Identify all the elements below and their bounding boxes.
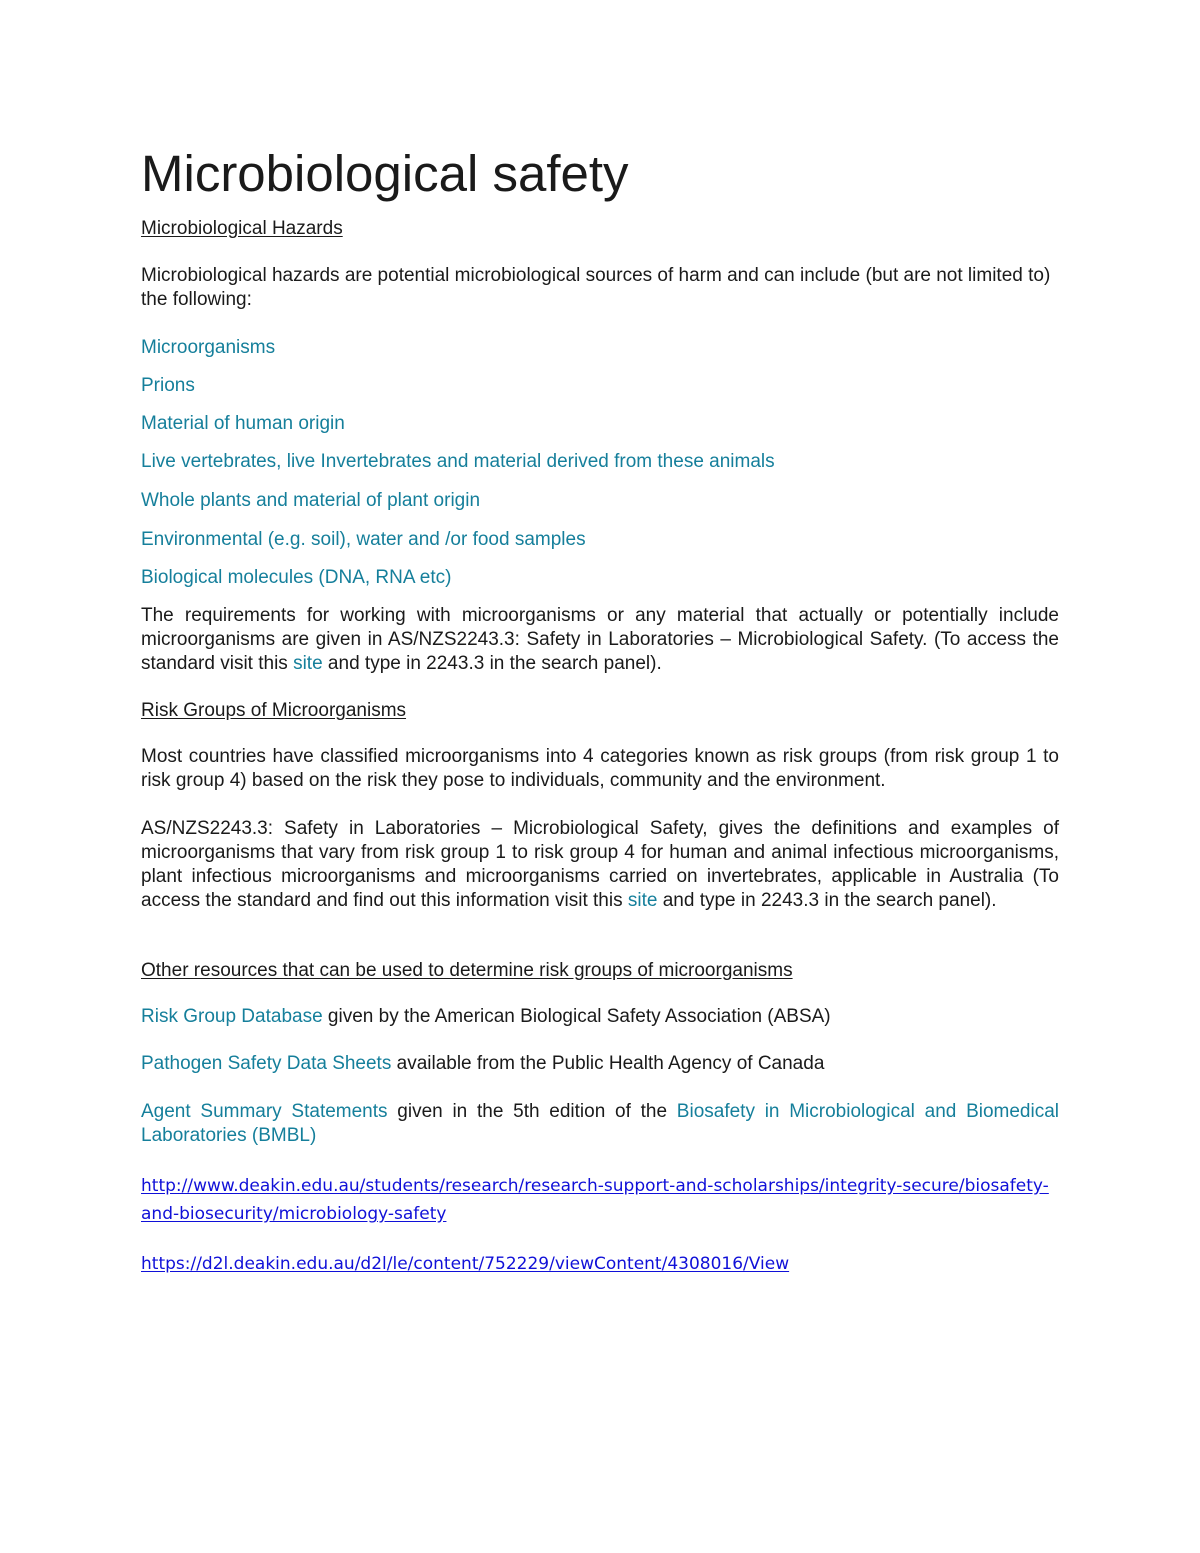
deakin-microbiology-safety-url[interactable]: http://www.deakin.edu.au/students/research/research-support-and-scholarships/integrity-secure/biosafety-and-biosecurity/microbiology-safety: [141, 1176, 1049, 1224]
requirements-text-after: and type in 2243.3 in the search panel).: [322, 653, 662, 674]
hazard-item-plants[interactable]: Whole plants and material of plant origin: [141, 490, 481, 511]
hazard-item-microorganisms[interactable]: Microorganisms: [141, 337, 276, 358]
pathogen-safety-data-sheets-text: available from the Public Health Agency of Canada: [391, 1053, 825, 1074]
hazard-item-biological-molecules[interactable]: Biological molecules (DNA, RNA etc): [141, 567, 452, 588]
hazard-item-human-material[interactable]: Material of human origin: [141, 413, 345, 434]
pathogen-safety-data-sheets-link[interactable]: Pathogen Safety Data Sheets: [141, 1053, 392, 1074]
definitions-text-before: AS/NZS2243.3: Safety in Laboratories – Microbiological Safety, gives the definitions and examples of microorganisms that vary from risk group 1 to risk group 4 for human and animal infectious microorganisms, plant infectious microorganisms and microorganisms carried on invertebrates, applicable in Australia (To access the standard and find out this information visit this: [141, 818, 1059, 911]
definitions-text-after: and type in 2243.3 in the search panel).: [657, 890, 997, 911]
agent-summary-statements-link[interactable]: Agent Summary Statements: [141, 1101, 388, 1122]
risk-groups-heading: Risk Groups of Microorganisms: [141, 700, 407, 721]
standard-definitions-paragraph: [141, 817, 1059, 913]
definitions-site-link[interactable]: site: [627, 890, 658, 911]
risk-groups-paragraph: Most countries have classified microorganisms into 4 categories known as risk groups (from risk group 1 to risk group 4) based on the risk they pose to individuals, community and the environment.: [141, 746, 1059, 791]
hazard-item-prions[interactable]: Prions: [141, 375, 195, 396]
bmbl-link[interactable]: Biosafety in Microbiological and Biomedical Laboratories (BMBL): [141, 1101, 1060, 1146]
risk-group-database-text: given by the American Biological Safety Association (ABSA): [322, 1006, 831, 1027]
resources-heading: Other resources that can be used to determine risk groups of microorganisms: [141, 960, 793, 981]
resource-pathogen-safety-data-sheets: [141, 1052, 1059, 1076]
risk-group-database-link[interactable]: Risk Group Database: [141, 1006, 323, 1027]
d2l-content-url[interactable]: https://d2l.deakin.edu.au/d2l/le/content/752229/viewContent/4308016/View: [141, 1254, 790, 1274]
standard-site-link[interactable]: site: [293, 653, 323, 674]
hazard-item-environmental[interactable]: Environmental (e.g. soil), water and /or food samples: [141, 529, 586, 550]
resource-risk-group-database: [141, 1005, 1059, 1029]
hazard-item-vertebrates[interactable]: Live vertebrates, live Invertebrates and material derived from these animals: [141, 451, 775, 472]
hazards-heading: Microbiological Hazards: [141, 218, 343, 239]
requirements-text-before: The requirements for working with microorganisms or any material that actually or potentially include microorganisms are given in AS/NZS2243.3: Safety in Laboratories – Microbiological Safety. (To access the standard visit this: [141, 605, 1059, 674]
page-title: Microbiological safety: [141, 145, 629, 202]
requirements-paragraph: [141, 604, 1059, 676]
agent-summary-statements-text: given in the 5th edition of the: [387, 1101, 677, 1122]
hazards-intro: Microbiological hazards are potential microbiological sources of harm and can include (but are not limited to) the following:: [141, 265, 1051, 310]
resource-agent-summary-statements: [141, 1100, 1059, 1148]
